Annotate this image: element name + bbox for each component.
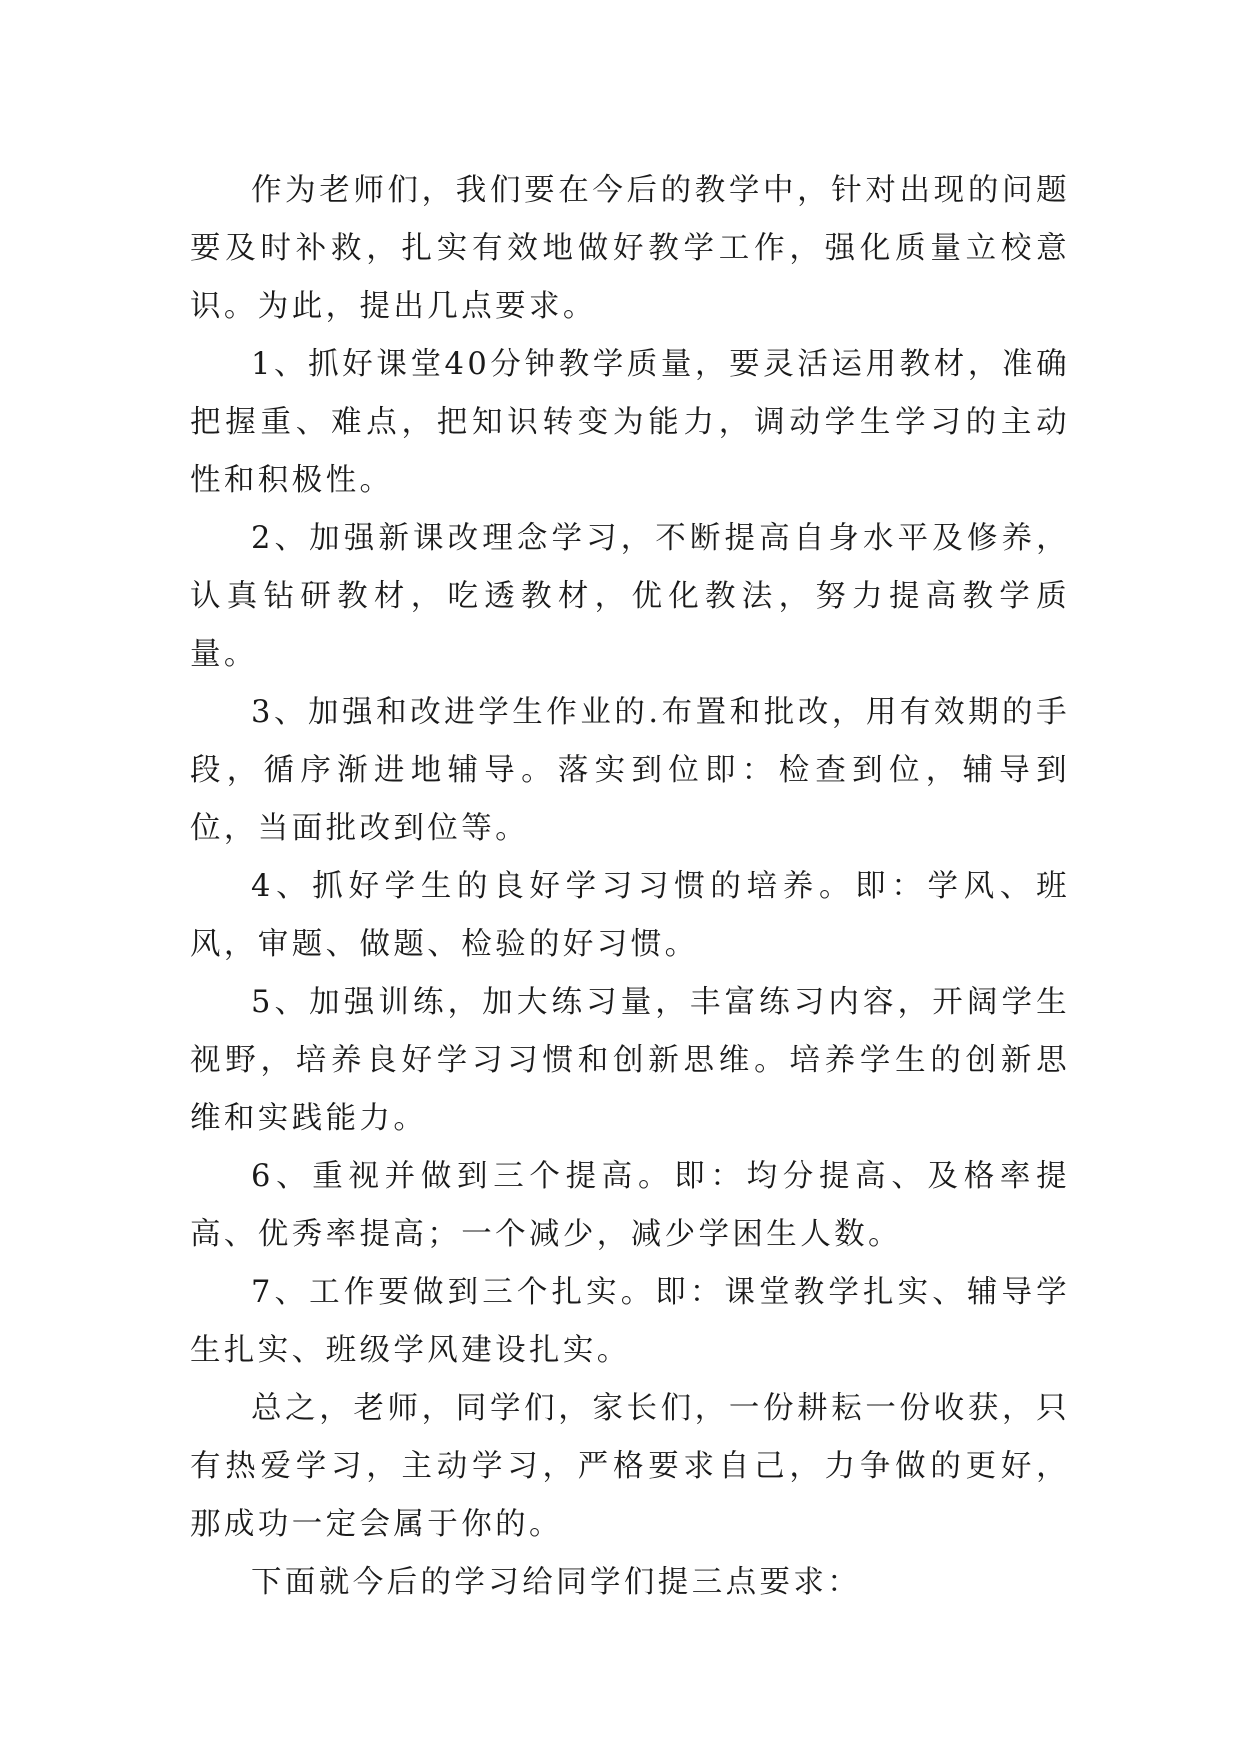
paragraph-item-6: 6、重视并做到三个提高。即：均分提高、及格率提高、优秀率提高；一个减少，减少学困生人数。 <box>190 1159 1070 1252</box>
paragraph-item-7: 7、工作要做到三个扎实。即：课堂教学扎实、辅导学生扎实、班级学风建设扎实。 <box>190 1275 1070 1368</box>
paragraph-item-5: 5、加强训练，加大练习量，丰富练习内容，开阔学生视野，培养良好学习习惯和创新思维。培养学生的创新思维和实践能力。 <box>190 985 1070 1136</box>
document-body <box>190 162 1070 1612</box>
paragraph-closing: 下面就今后的学习给同学们提三点要求： <box>251 1565 862 1600</box>
paragraph-item-4: 4、抓好学生的良好学习习惯的培养。即：学风、班风，审题、做题、检验的好习惯。 <box>190 869 1070 962</box>
paragraph-item-1: 1、抓好课堂40分钟教学质量，要灵活运用教材，准确把握重、难点，把知识转变为能力，调动学生学习的主动性和积极性。 <box>190 347 1070 498</box>
paragraph-item-3: 3、加强和改进学生作业的.布置和批改，用有效期的手段，循序渐进地辅导。落实到位即：检查到位，辅导到位，当面批改到位等。 <box>190 695 1070 846</box>
paragraph-summary: 总之，老师，同学们，家长们，一份耕耘一份收获，只有热爱学习，主动学习，严格要求自己，力争做的更好，那成功一定会属于你的。 <box>190 1391 1070 1542</box>
paragraph-item-2: 2、加强新课改理念学习，不断提高自身水平及修养，认真钻研教材，吃透教材，优化教法，努力提高教学质量。 <box>190 521 1070 672</box>
paragraph-intro: 作为老师们，我们要在今后的教学中，针对出现的问题要及时补救，扎实有效地做好教学工作，强化质量立校意识。为此，提出几点要求。 <box>190 173 1070 324</box>
